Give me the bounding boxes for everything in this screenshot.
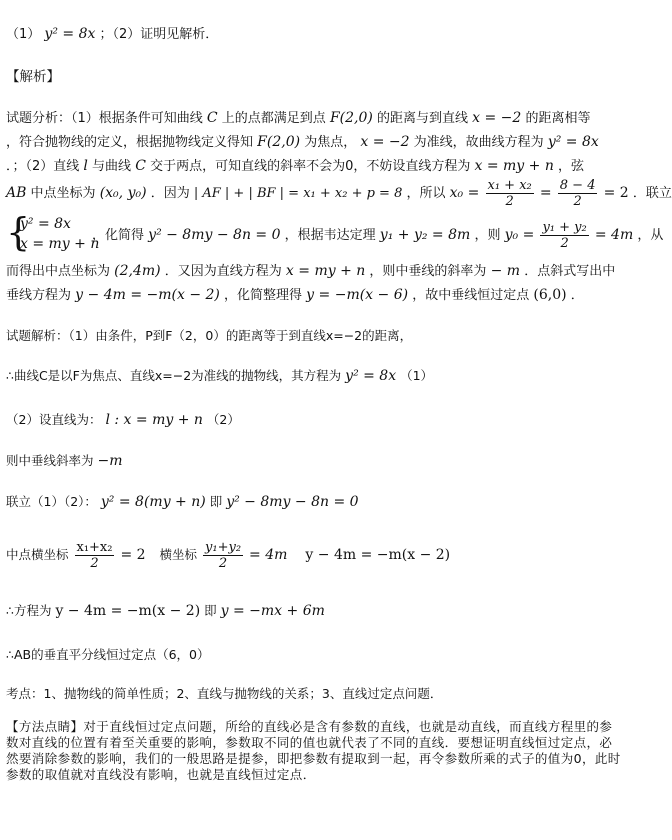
text: ，弦 — [557, 159, 584, 174]
math-x: x = −2 — [360, 134, 410, 150]
numerator: x₁+x₂ — [76, 540, 113, 555]
math-eq: y − 4m = −m(x − 2) — [305, 547, 451, 563]
text: 即 — [209, 494, 223, 509]
text: 即 — [204, 603, 217, 618]
denominator: 2 — [573, 194, 582, 209]
numerator: y₁ + y₂ — [542, 220, 587, 235]
solution-line-5 — [6, 493, 624, 511]
text: ，则中垂线的斜率为 — [369, 264, 487, 279]
text: ∴方程为 — [6, 603, 52, 618]
math-pt: (2,4m) — [114, 263, 161, 279]
text: ，化简得 — [92, 228, 145, 243]
math-eq: l : x = my + n — [105, 412, 203, 428]
text: ．又因为直线方程为 — [164, 264, 282, 279]
text: 为准线，故曲线方程为 — [413, 135, 544, 150]
fraction — [486, 178, 534, 209]
solution-line-6 — [6, 538, 624, 572]
analysis-line-1 — [6, 109, 624, 128]
text: （2）设直线为： — [6, 412, 102, 427]
brace: { — [6, 210, 31, 254]
denominator: 2 — [90, 556, 99, 571]
math-x: x = −2 — [472, 110, 522, 126]
equation-system — [6, 210, 100, 256]
answer-line — [6, 25, 624, 44]
math-pt: (6,0) — [533, 287, 567, 303]
solution-line-2 — [6, 367, 624, 385]
text: ．；（2）直线 — [6, 159, 80, 174]
analysis-line-2 — [6, 133, 624, 152]
result: = 2 — [603, 185, 629, 201]
math-eq: y² = 8x — [345, 368, 397, 384]
text: ，所以 — [406, 186, 446, 201]
math-l: l — [83, 158, 88, 174]
math-mid: (x₀, y₀) — [99, 185, 147, 201]
numerator: y₁+y₂ — [205, 540, 242, 555]
math-AB: AB — [6, 185, 27, 201]
analysis-line-7 — [6, 286, 624, 305]
numerator: x₁ + x₂ — [487, 178, 532, 193]
text: ，符合抛物线的定义，根据抛物线定义得知 — [6, 135, 254, 150]
math-C: C — [135, 158, 146, 174]
math-C: C — [206, 110, 218, 126]
text: ．因为 — [150, 186, 190, 201]
text: ，根据韦达定理 — [284, 228, 376, 243]
math-k: − m — [490, 263, 521, 279]
analysis-line-6 — [6, 262, 624, 281]
answer-equation: y² = 8x — [44, 26, 96, 42]
text: 上的点都满足到点 — [221, 111, 326, 126]
text: 联立（1）（2）： — [6, 494, 97, 509]
math-y0: y₀ = — [504, 227, 535, 243]
result: = 4m — [249, 547, 288, 563]
text: 的距离相等 — [525, 111, 591, 126]
text: 的距离与到直线 — [376, 111, 468, 126]
math-eq: y² − 8my − 8n = 0 — [148, 227, 281, 243]
jiexi-header: 【解析】 — [6, 69, 60, 85]
math-eq: | AF | + | BF | = x₁ + x₂ + p = 8 — [193, 186, 403, 201]
system-row-1: y² = 8x — [20, 216, 71, 232]
text: （1） — [400, 368, 434, 383]
math-eq: x = my + n — [474, 158, 554, 174]
text: 为焦点， — [304, 135, 357, 150]
math-k: −m — [97, 453, 123, 469]
system-rows — [20, 214, 99, 254]
analysis-line-4 — [6, 176, 672, 211]
answer-part1-label: （1） — [6, 27, 41, 42]
text: （2） — [206, 412, 240, 427]
system-row-2: x = my + n — [20, 236, 100, 252]
solution-line-3 — [6, 411, 624, 429]
text: ，从 — [637, 228, 664, 243]
kaodian-line: 考点：1、抛物线的简单性质；2、直线与抛物线的关系；3、直线过定点问题． — [6, 686, 443, 701]
math-F: F(2,0) — [329, 110, 373, 126]
result: = 4m — [594, 227, 634, 243]
solution-line-4 — [6, 452, 624, 470]
solution-line-1: 试题解析：（1）由条件，P到F（2，0）的距离等于到直线x=−2的距离， — [6, 328, 413, 343]
analysis-line-3 — [6, 157, 624, 176]
fraction — [203, 540, 243, 571]
text: 而得出中点坐标为 — [6, 264, 111, 279]
math-eq2: y = −m(x − 6) — [306, 287, 409, 303]
fraction — [558, 178, 598, 209]
math-eq: y − 4m = −m(x − 2) — [55, 603, 201, 619]
math-eq: x = my + n — [285, 263, 366, 279]
math-x0: x₀ = — [449, 185, 480, 201]
text: 横坐标 — [159, 547, 198, 562]
math-eq: y² = 8x — [547, 134, 599, 150]
text: 中点横坐标 — [6, 547, 69, 562]
text: 试题分析：（1）根据条件可知曲线 — [6, 111, 203, 126]
text: ，故中垂线恒过定点 — [412, 288, 530, 303]
text: 则中垂线斜率为 — [6, 453, 94, 468]
denominator: 2 — [505, 194, 514, 209]
text: 交于两点，可知直线的斜率不会为0，不妨设直线方程为 — [150, 159, 471, 174]
math-vieta: y₁ + y₂ = 8m — [379, 227, 471, 243]
answer-part2: ；（2）证明见解析． — [99, 27, 219, 42]
text: ，化简整理得 — [224, 288, 303, 303]
denominator: 2 — [218, 556, 228, 571]
solution-line-7 — [6, 602, 624, 620]
text: ． — [570, 288, 584, 303]
text: ∴曲线C是以F为焦点、直线x=−2为准线的抛物线，其方程为 — [6, 368, 342, 383]
math-F: F(2,0) — [257, 134, 301, 150]
math-eq2: y² − 8my − 8n = 0 — [226, 494, 359, 510]
math-eq: y − 4m = −m(x − 2) — [75, 287, 220, 303]
fraction — [540, 220, 588, 251]
numerator: 8 − 4 — [559, 178, 596, 193]
text: ，则 — [474, 228, 501, 243]
fraction — [75, 540, 115, 571]
result: = 2 — [120, 547, 146, 563]
analysis-line-5 — [92, 218, 664, 253]
text: 中点坐标为 — [30, 186, 96, 201]
method-paragraph: 【方法点睛】对于直线恒过定点问题，所给的直线必是含有参数的直线，也就是动直线，而直线方程里的参数对直线的位置有着至关重要的影响，参数取不同的值也就代表了不同的直线．要想证明直线恒过定点，必然要消除参数的影响，我们的一般思路是提参，即把参数有提取到一起，再令参数所乘的式子的值为0，此时参数的取值就对直线没有影响，也就是直线恒过定点． — [6, 719, 621, 782]
solution-line-8: ∴AB的垂直平分线恒过定点（6，0） — [6, 647, 210, 662]
denominator: 2 — [560, 236, 569, 251]
equals: = — [539, 185, 552, 201]
math-eq2: y = −mx + 6m — [220, 603, 325, 619]
text: 与曲线 — [92, 159, 132, 174]
text: ．点斜式写出中 — [524, 264, 616, 279]
text: ．联立 — [632, 186, 672, 201]
text: 垂线方程为 — [6, 288, 72, 303]
math-eq: y² = 8(my + n) — [100, 494, 206, 510]
